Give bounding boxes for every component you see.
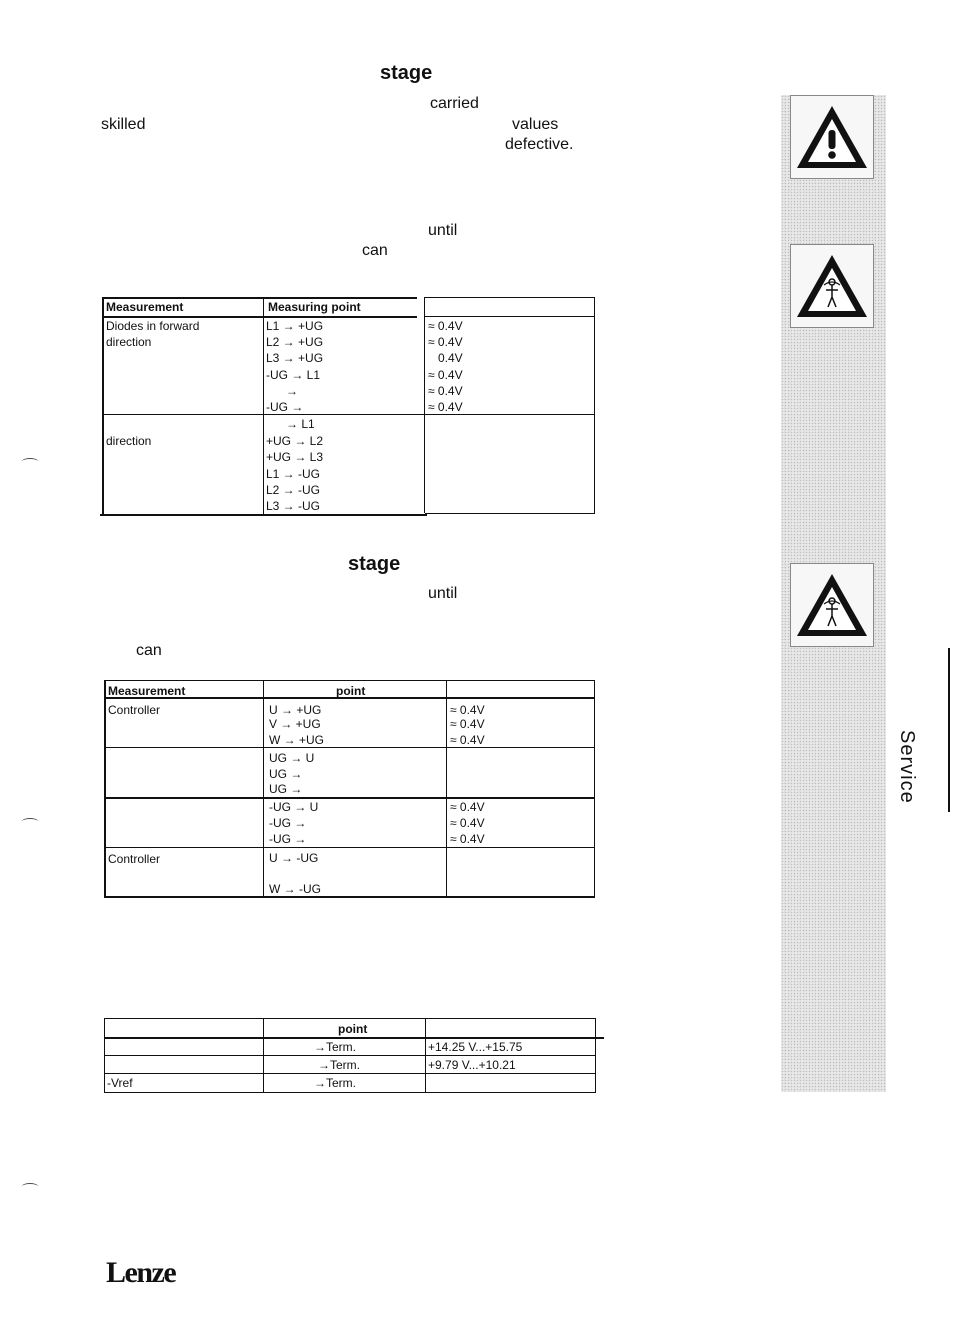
table2-cell: W → -UG: [269, 882, 321, 896]
warning-person-icon: [791, 564, 873, 646]
table1-header-point: Measuring point: [268, 300, 361, 314]
table1-cell: ≈ 0.4V: [428, 400, 463, 414]
word-until: until: [428, 222, 458, 239]
warning-exclamation-icon: [791, 96, 873, 178]
warning-box-1: [790, 95, 874, 179]
table2-cell: U → -UG: [269, 851, 319, 865]
table1-cell: L3 → +UG: [266, 351, 324, 365]
word-skilled: skilled: [101, 116, 146, 133]
table1-cell: ≈ 0.4V: [428, 368, 463, 382]
table3-cell: +9.79 V...+10.21: [428, 1058, 516, 1072]
word-can: can: [362, 242, 388, 259]
table1-cell: ≈ 0.4V: [428, 319, 463, 333]
table1-cell: L2 → +UG: [266, 335, 324, 349]
table1-cell: ≈ 0.4V: [428, 384, 463, 398]
table1-cell: L1 → +UG: [266, 319, 324, 333]
table2-cell: -UG → U: [269, 800, 319, 814]
table2-cell: ≈ 0.4V: [450, 703, 485, 717]
table2-cell: ≈ 0.4V: [450, 832, 485, 846]
word-carried: carried: [430, 95, 479, 112]
table2-cell: ≈ 0.4V: [450, 717, 485, 731]
table1-cell: Diodes in forward: [106, 319, 200, 333]
table2-cell: W → +UG: [269, 733, 325, 747]
table2-header-measurement: Measurement: [108, 684, 186, 698]
word-until-2: until: [428, 585, 458, 602]
word-values: values: [512, 116, 559, 133]
warning-box-3: [790, 563, 874, 647]
table1-cell: L3 → -UG: [266, 499, 321, 513]
warning-person-icon: [791, 245, 873, 327]
table3-cell: →Term.: [314, 1076, 356, 1090]
table2-cell: -UG →: [269, 816, 307, 830]
table2-cell: UG →: [269, 782, 303, 796]
table1-cell: direction: [106, 335, 152, 349]
word-can-2: can: [136, 642, 162, 659]
table3-cell: →Term.: [318, 1058, 360, 1072]
table2-cell: ≈ 0.4V: [450, 800, 485, 814]
table2-cell: V → +UG: [269, 717, 321, 731]
table2-cell: U → +UG: [269, 703, 322, 717]
table3-cell: -Vref: [107, 1076, 133, 1090]
table3-cell: →Term.: [314, 1040, 356, 1054]
table1-cell: -UG →: [266, 400, 304, 414]
table1-cell: +UG → L2: [266, 434, 324, 448]
table2-cell: UG →: [269, 767, 303, 781]
margin-mark: [22, 458, 38, 465]
table1-cell: →: [286, 384, 298, 398]
table3-header-point: point: [338, 1022, 368, 1036]
table1-cell: direction: [106, 434, 152, 448]
table1-cell: L2 → -UG: [266, 483, 321, 497]
table2-cell: Controller: [108, 852, 161, 866]
table2-cell: -UG →: [269, 832, 307, 846]
margin-mark: [22, 1183, 38, 1190]
lenze-logo: Lenze: [106, 1256, 176, 1289]
word-defective: defective.: [505, 136, 574, 153]
section-divider-bar: [948, 648, 950, 812]
table2-cell: Controller: [108, 703, 161, 717]
table1-cell: → L1: [286, 417, 315, 431]
table1-cell: ≈ 0.4V: [428, 335, 463, 349]
section2-heading: stage: [348, 553, 401, 575]
table1-cell: -UG → L1: [266, 368, 321, 382]
table2-header-point: point: [336, 684, 366, 698]
table2-cell: ≈ 0.4V: [450, 816, 485, 830]
table1-cell: L1 → -UG: [266, 467, 321, 481]
section1-heading: stage: [380, 62, 433, 84]
table1-cell: 0.4V: [438, 351, 463, 365]
service-vertical-label: Service: [896, 730, 918, 804]
warning-box-2: [790, 244, 874, 328]
table2-cell: ≈ 0.4V: [450, 733, 485, 747]
table1-header-measurement: Measurement: [106, 300, 184, 314]
table2-cell: UG → U: [269, 751, 315, 765]
table1-cell: +UG → L3: [266, 450, 324, 464]
margin-mark: [22, 818, 38, 825]
table3-cell: +14.25 V...+15.75: [428, 1040, 523, 1054]
